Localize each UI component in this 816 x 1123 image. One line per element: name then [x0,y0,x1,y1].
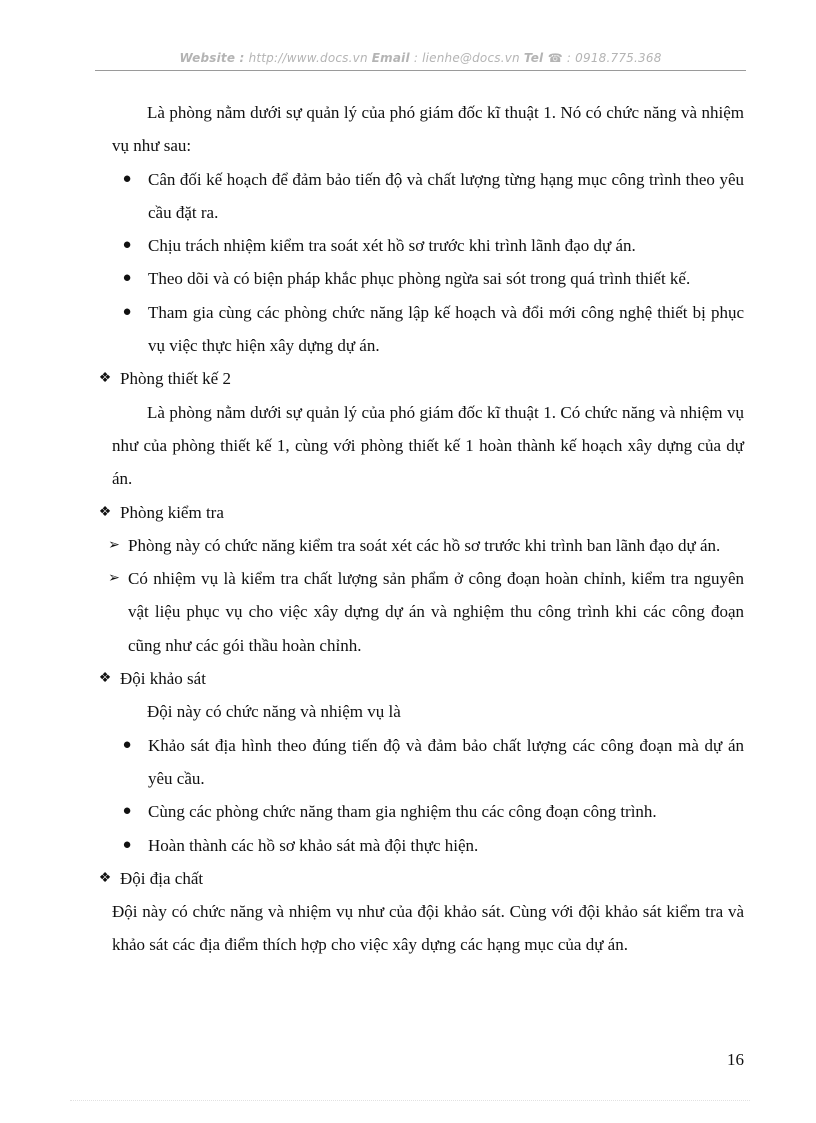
heading-text: Phòng kiểm tra [120,502,224,522]
bullet-icon: ● [122,836,132,853]
list-item [112,296,744,363]
document-body [98,96,744,962]
list-item [112,163,744,230]
paragraph: Là phòng nằm dưới sự quản lý của phó giám đốc kĩ thuật 1. Có chức năng và nhiệm vụ như của phòng thiết kế 1, cùng với phòng thiết kế 1 hoàn thành kế hoạch xây dựng của dự án. [112,402,744,489]
intro-paragraph: Là phòng nằm dưới sự quản lý của phó giám đốc kĩ thuật 1. Nó có chức năng và nhiệm vụ như sau: [112,103,744,156]
list-item-text: Tham gia cùng các phòng chức năng lập kế hoạch và đổi mới công nghệ thiết bị phục vụ việc thực hiện xây dựng dự án. [148,302,744,356]
list-item [106,529,744,562]
heading-text: Phòng thiết kế 2 [120,369,231,389]
paragraph: Đội này có chức năng và nhiệm vụ là [147,702,401,722]
website-url: http://www.docs.vn [248,51,368,65]
diamond-bullet-icon: ❖ [98,504,112,520]
list-item-text: Khảo sát địa hình theo đúng tiến độ và đảm bảo chất lượng các công đoạn mà dự án yêu cầu. [148,735,744,788]
tel-label: Tel ☎ [523,51,563,65]
section-heading [96,662,744,695]
bullet-icon: ● [122,270,132,287]
website-label: Website : [179,51,245,65]
diamond-bullet-icon: ❖ [98,671,112,687]
list-item [112,229,744,262]
arrow-bullet-icon: ➢ [108,571,120,587]
bullet-icon: ● [122,803,132,820]
list-item-text: Theo dõi và có biện pháp khắc phục phòng ngừa sai sót trong quá trình thiết kế. [148,269,691,289]
list-item-text: Cân đối kế hoạch để đảm bảo tiến độ và chất lượng từng hạng mục công trình theo yêu cầu đặt ra. [148,169,744,222]
section-heading [96,496,744,529]
diamond-bullet-icon: ❖ [98,870,112,886]
arrow-bullet-icon: ➢ [108,537,120,553]
section-heading [96,862,744,895]
page-number: 16 [727,1050,744,1069]
list-item [112,729,744,796]
header-rule [95,70,746,71]
list-item-text: Có nhiệm vụ là kiểm tra chất lượng sản phẩm ở công đoạn hoàn chỉnh, kiểm tra nguyên vật liệu phục vụ cho việc xây dựng dự án và nghiệm thu công trình khi các công đoạn cũng như các gói thầu hoàn chỉnh. [128,569,744,655]
section-heading [96,362,744,395]
bullet-icon: ● [122,736,132,753]
list-item [112,262,744,295]
email-label: Email [371,51,410,65]
page-header [95,51,746,65]
paragraph: Đội này có chức năng và nhiệm vụ như của đội khảo sát. Cùng với đội khảo sát kiểm tra và khảo sát các địa điểm thích hợp cho việc xây dựng các hạng mục của dự án. [112,902,744,955]
footer-rule [70,1100,750,1101]
heading-text: Đội khảo sát [120,669,206,689]
list-item-text: Phòng này có chức năng kiểm tra soát xét các hồ sơ trước khi trình ban lãnh đạo dự án. [128,535,721,555]
list-item [112,795,744,828]
diamond-bullet-icon: ❖ [98,371,112,387]
email-value: : lienhe@docs.vn [413,51,520,65]
list-item [106,562,744,662]
heading-text: Đội địa chất [120,868,204,888]
list-item [112,829,744,862]
bullet-icon: ● [122,237,132,254]
list-item-text: Hoàn thành các hồ sơ khảo sát mà đội thực hiện. [148,835,479,855]
tel-value: : 0918.775.368 [566,51,662,65]
list-item-text: Cùng các phòng chức năng tham gia nghiệm thu các công đoạn công trình. [148,802,657,822]
list-item-text: Chịu trách nhiệm kiểm tra soát xét hồ sơ trước khi trình lãnh đạo dự án. [148,236,636,256]
bullet-icon: ● [122,170,132,187]
bullet-icon: ● [122,303,132,320]
